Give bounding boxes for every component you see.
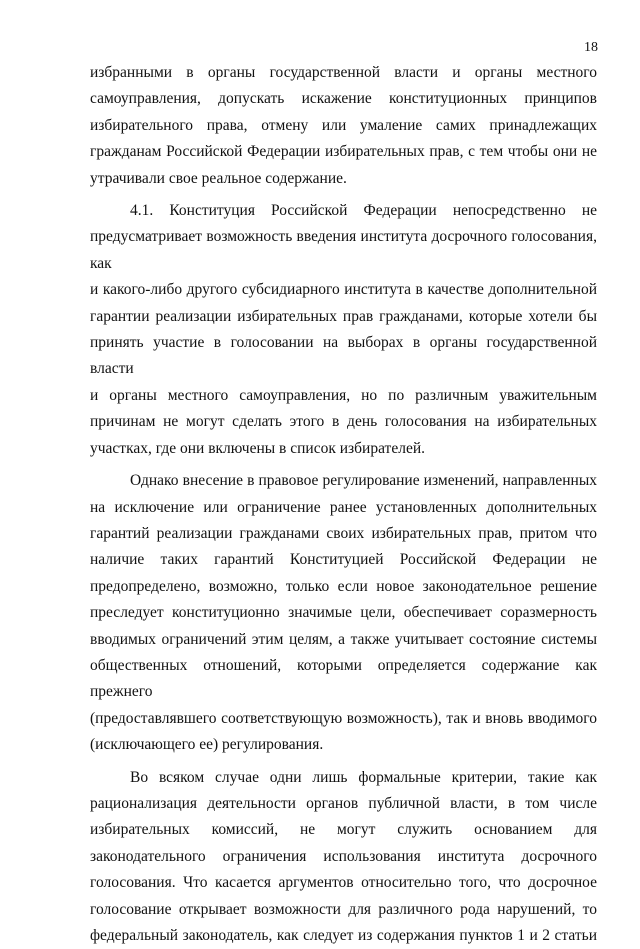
text-line: и какого-либо другого субсидиарного института в качестве дополнительной — [90, 281, 597, 299]
text-line: и органы местного самоуправления, но по различным уважительным — [90, 386, 597, 404]
text-line: гарантий реализации гражданами своих избирательных прав, притом что — [90, 524, 597, 542]
text-line: Во всяком случае одни лишь формальные критерии, такие как — [130, 768, 597, 786]
text-line: наличие таких гарантий Конституцией Российской Федерации не — [90, 551, 597, 569]
text-line: избирательных комиссий, не могут служить основанием для — [90, 821, 597, 839]
text-line: вводимых ограничений этим целям, а также учитывает состояние системы — [90, 630, 597, 648]
paragraph — [90, 60, 597, 192]
text-line: общественных отношений, которыми определяется содержание как прежнего — [90, 656, 597, 701]
text-line: Однако внесение в правовое регулирование изменений, направленных — [130, 472, 597, 490]
text-line: федеральный законодатель, как следует из содержания пунктов 1 и 2 статьи — [90, 927, 597, 944]
text-line: утрачивали свое реальное содержание. — [90, 169, 347, 187]
paragraph — [90, 198, 597, 462]
text-line: предусматривает возможность введения института досрочного голосования, как — [90, 228, 597, 272]
text-line: на исключение или ограничение ранее установленных дополнительных — [90, 498, 597, 516]
page-number: 18 — [584, 40, 598, 55]
text-line: предопределено, возможно, только если новое законодательное решение — [90, 577, 597, 595]
paragraph — [90, 765, 597, 949]
document-body — [90, 60, 597, 949]
text-line: голосование открывает возможности для различного рода нарушений, то — [90, 900, 597, 918]
text-line: гарантии реализации избирательных прав гражданами, которые хотели бы — [90, 307, 597, 325]
text-line: участках, где они включены в список избирателей. — [90, 439, 425, 457]
text-line: преследует конституционно значимые цели, обеспечивает соразмерность — [90, 604, 597, 622]
text-line: самоуправления, допускать искажение конституционных принципов — [90, 90, 597, 108]
text-line: избирательного права, отмену или умаление самих принадлежащих — [90, 116, 597, 134]
text-line: (предоставлявшего соответствующую возможность), так и вновь вводимого — [90, 709, 597, 727]
text-line: причинам не могут сделать этого в день голосования на избирательных — [90, 413, 597, 431]
paragraph — [90, 468, 597, 758]
text-line: (исключающего ее) регулирования. — [90, 736, 324, 754]
text-line: гражданам Российской Федерации избирательных прав, с тем чтобы они не — [90, 143, 597, 161]
text-line: законодательного ограничения использования института досрочного — [90, 847, 597, 865]
text-line: принять участие в голосовании на выборах в органы государственной власти — [90, 334, 597, 378]
text-line: избранными в органы государственной власти и органы местного — [90, 64, 597, 81]
text-line: рационализация деятельности органов публичной власти, в том числе — [90, 794, 597, 812]
text-line: 4.1. Конституция Российской Федерации непосредственно не — [130, 202, 597, 220]
text-line: голосования. Что касается аргументов относительно того, что досрочное — [90, 874, 597, 892]
